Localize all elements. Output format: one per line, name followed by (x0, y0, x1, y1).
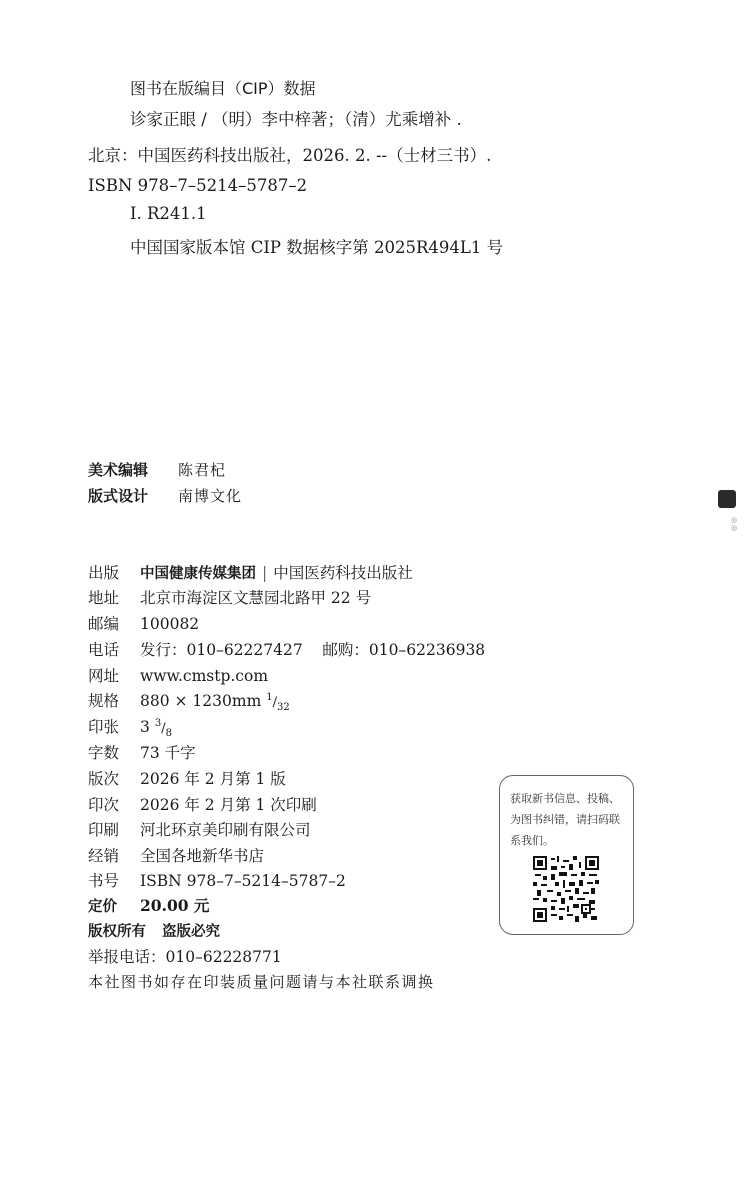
report-label: 举报电话： (88, 948, 166, 966)
edition-value: 2026 年 2 月第 1 版 (140, 770, 286, 788)
qr-instructions: 获取新书信息、投稿、为图书纠错，请扫码联系我们。 (510, 792, 620, 847)
words-row (88, 741, 196, 763)
publisher-group: 中国健康传媒集团 (140, 566, 256, 582)
spec-label: 规格 (88, 692, 120, 710)
words-value: 73 千字 (140, 744, 196, 762)
cip-line-isbn: ISBN 978–7–5214–5787–2 (88, 176, 308, 195)
report-row (88, 945, 282, 967)
publisher-name: 中国医药科技出版社 (273, 564, 413, 582)
printer-value: 河北环京美印刷有限公司 (140, 821, 311, 839)
spec-fraction-denominator: 32 (276, 702, 290, 714)
website-value[interactable]: www.cmstp.com (140, 667, 269, 685)
distributor-label: 经销 (88, 847, 120, 865)
isbn-label: 书号 (88, 872, 120, 890)
quality-notice: 本社图书如存在印装质量问题请与本社联系调换 (88, 973, 435, 991)
postcode-value: 100082 (140, 615, 200, 633)
address-row (88, 586, 371, 608)
address-label: 地址 (88, 589, 120, 607)
qr-contact-box (499, 775, 634, 935)
cip-line-title-author: 诊家正眼 / （明）李中梓著；（清）尤乘增补 . (130, 110, 462, 129)
website-label: 网址 (88, 667, 120, 685)
website-row (88, 664, 268, 686)
postcode-row (88, 612, 199, 634)
price-value: 20.00 元 (140, 896, 210, 915)
printing-row (88, 793, 317, 815)
address-value: 北京市海淀区文慧园北路甲 22 号 (140, 589, 372, 607)
cip-line-classification: Ⅰ. R241.1 (130, 204, 207, 223)
printing-value: 2026 年 2 月第 1 次印刷 (140, 796, 317, 814)
printer-label: 印刷 (88, 821, 120, 839)
rights-row (88, 920, 220, 941)
distributor-value: 全国各地新华书店 (140, 847, 265, 865)
edition-row (88, 767, 286, 789)
price-row (88, 894, 209, 916)
cip-title: 图书在版编目（CIP）数据 (130, 79, 316, 98)
qr-code-icon[interactable] (533, 856, 599, 922)
sheets-fraction-numerator: 3 (154, 717, 162, 729)
publisher-label: 出版 (88, 564, 120, 582)
distributor-row (88, 844, 264, 866)
edition-label: 版次 (88, 770, 120, 788)
printer-row (88, 818, 311, 840)
isbn-row (88, 869, 346, 891)
publisher-row (88, 561, 413, 583)
printing-label: 印次 (88, 796, 120, 814)
isbn-value: ISBN 978–7–5214–5787–2 (140, 872, 346, 890)
cip-line-publication: 北京：中国医药科技出版社，2026. 2. --（士材三书）. (88, 146, 492, 165)
sheets-fraction-denominator: 8 (165, 728, 172, 740)
phone-value: 发行：010–62227427 邮购：010–62236938 (140, 641, 486, 659)
publisher-separator: | (262, 564, 268, 582)
cip-line-record-number: 中国国家版本馆 CIP 数据核字第 2025R494L1 号 (130, 238, 504, 257)
format-design-value: 南博文化 (178, 487, 243, 505)
postcode-label: 邮编 (88, 615, 120, 633)
rights-value: 盗版必究 (162, 924, 220, 940)
art-editor-value: 陈君杞 (178, 461, 227, 479)
spec-row: 规格 880 × 1230mm $^1/_{32}$ (88, 689, 290, 713)
side-seal-icon (718, 490, 736, 508)
words-label: 字数 (88, 744, 120, 762)
spec-value: 880 × 1230mm (140, 692, 262, 710)
report-value: 010–62228771 (165, 948, 282, 966)
price-label: 定价 (88, 899, 117, 915)
phone-row (88, 638, 485, 660)
format-design-label: 版式设计 (88, 487, 149, 505)
phone-label: 电话 (88, 641, 120, 659)
rights-label: 版权所有 (88, 924, 146, 940)
art-editor-label: 美术编辑 (88, 461, 149, 479)
sheets-label: 印张 (88, 718, 120, 736)
side-stamp-icon: ◎◎ (730, 516, 738, 532)
sheets-whole: 3 (140, 718, 150, 736)
sheets-row: 印张 3 $^3/_8$ (88, 715, 172, 739)
spec-fraction-numerator: 1 (266, 691, 273, 703)
